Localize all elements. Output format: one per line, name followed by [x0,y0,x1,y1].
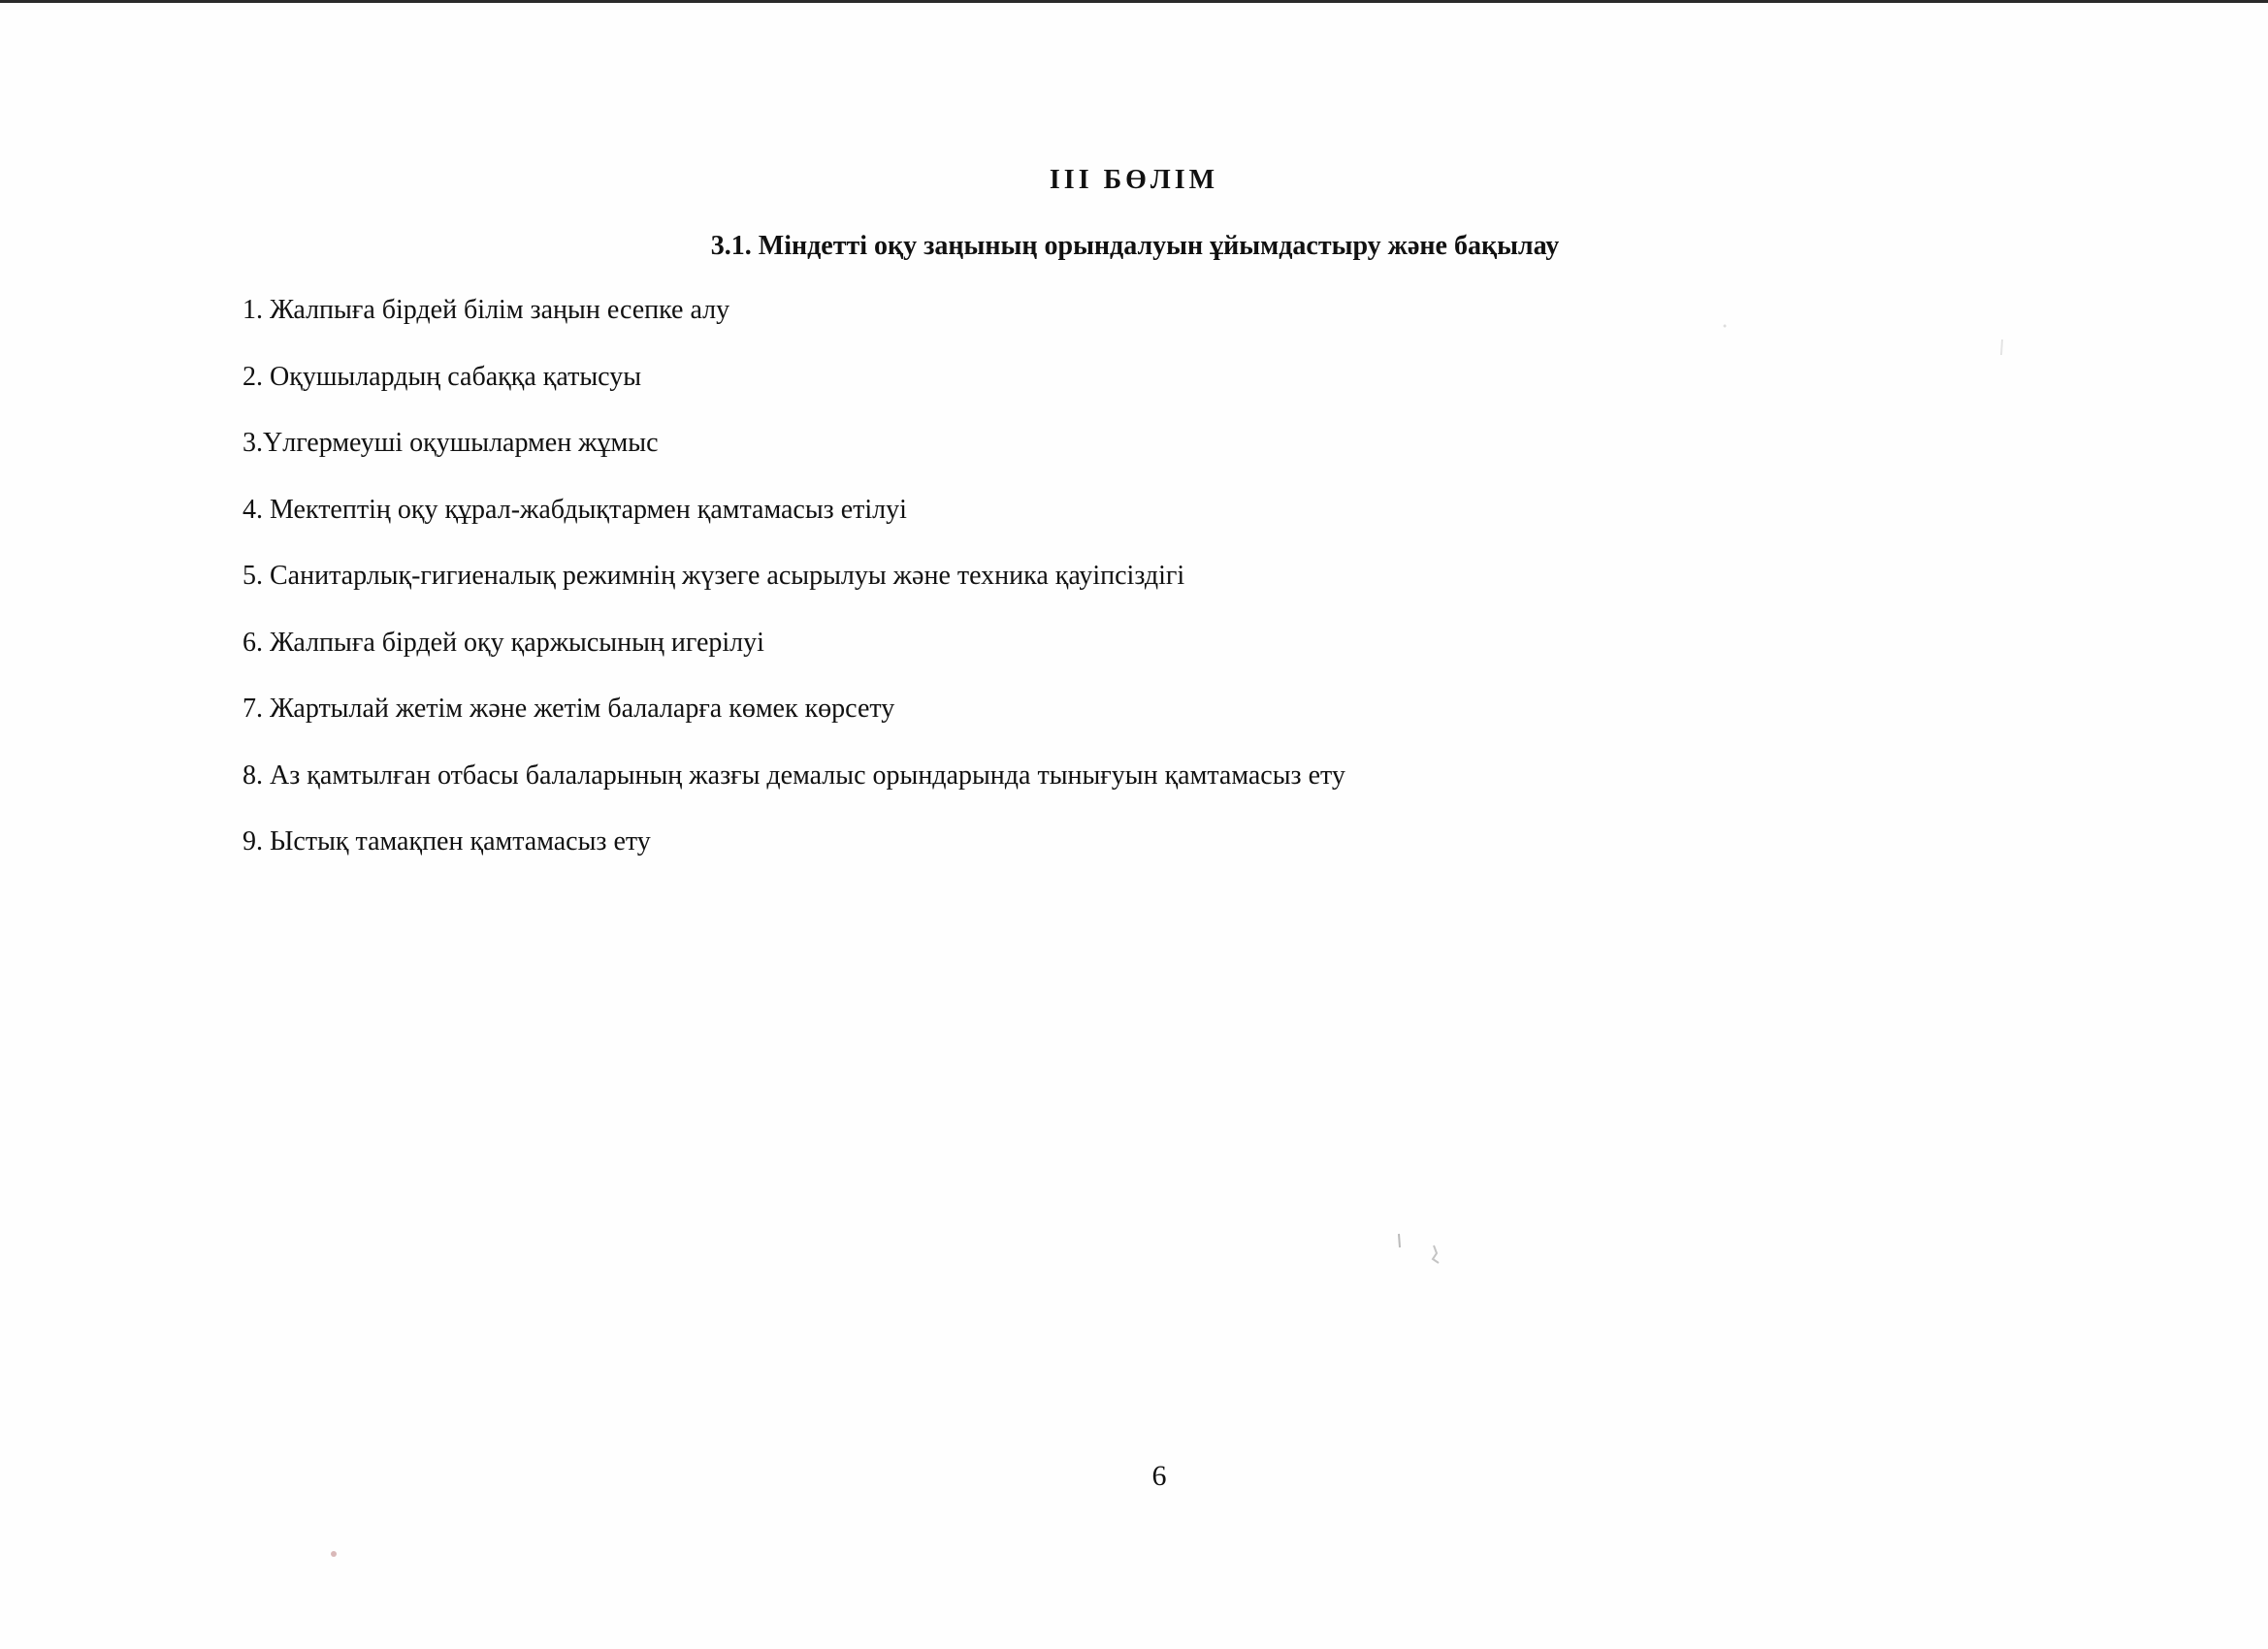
list-item: 6. Жалпыға бірдей оқу қаржысының игерілуі [243,627,764,658]
scan-speck [1724,325,1727,328]
scan-speck [2001,340,2002,355]
list-item: 7. Жартылай жетім және жетім балаларға көмек көрсету [243,694,895,724]
subsection-title-text: 3.1. Міндетті оқу заңының орындалуын ұйымдастыру және бақылау [710,231,1560,261]
section-heading: ІІІ БӨЛІМ [1049,165,1219,195]
scan-top-edge [0,0,2268,3]
list-item: 5. Санитарлық-гигиеналық режимнің жүзеге асырылуы және техника қауіпсіздігі [243,561,1185,591]
scan-speck [1433,1245,1439,1263]
page-number: 6 [1151,1460,1167,1492]
list-item: 4. Мектептің оқу құрал-жабдықтармен қамтамасыз етілуі [243,494,907,525]
subsection-title [0,231,2268,262]
list-item: 3.Үлгермеуші оқушылармен жұмыс [243,428,659,458]
scan-speck [1399,1234,1400,1247]
item-list [243,296,1345,894]
list-item: 9. Ыстық тамақпен қамтамасыз ету [243,826,651,857]
scan-speck [331,1551,337,1557]
list-item: 2. Оқушылардың сабаққа қатысуы [243,361,642,392]
list-item: 8. Аз қамтылған отбасы балаларының жазғы демалыс орындарында тынығуын қамтамасыз ету [243,760,1345,791]
list-item: 1. Жалпыға бірдей білім заңын есепке алу [243,295,730,325]
